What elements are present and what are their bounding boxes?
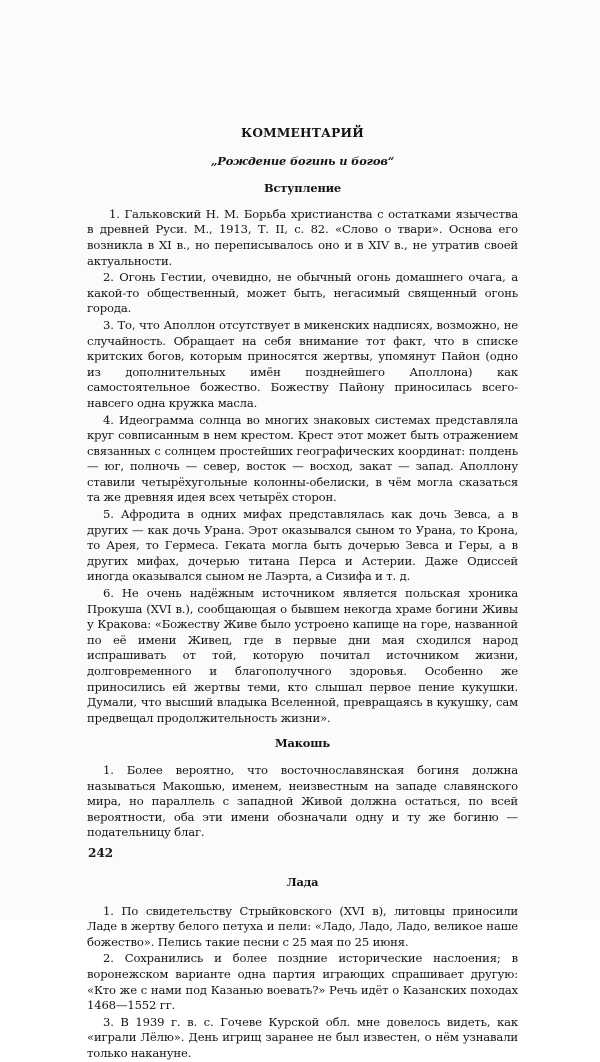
note-paragraph: 6. Не очень надёжным источником является польская хроника Прокуша (XVI в.), сообщающая о бывшем некогда храме богини Живы у Кракова: «Божеству Живе было устроено капище на горе, названной по её имени Живец, где в первые дни мая сходился народ испрашивать от той, которую почитал источником жизни, долговременного и благополучного здоровья. Особенно же приносились ей жертвы теми, кто слышал первое пение кукушки. Думали, что высший владыка Вселенной, превращаясь в кукушку, сам предвещал продолжительность жизни».: [87, 586, 518, 725]
note-paragraph: 2. Огонь Гестии, очевидно, не обычный огонь домашнего очага, а какой-то общественный, может быть, негасимый священный огонь города.: [87, 270, 518, 316]
section-heading-lada: Лада: [286, 874, 319, 889]
page-title: КОММЕНТАРИЙ: [241, 126, 364, 140]
note-paragraph: 4. Идеограмма солнца во многих знаковых системах представляла круг совписанным в нем крестом. Крест этот может быть отражением связанных с солнцем простейших географических координат: полдень — юг, полночь — север, восток — восход, закат — запад. Аполлону ставили четырёхугольные колонны-обелиски, в чём могла сказаться та же древняя идея всех четырёх сторон.: [87, 412, 518, 505]
note-paragraph: 3. То, что Аполлон отсутствует в микенских надписях, возможно, не случайность. Обращает на себя внимание тот факт, что в списке критских богов, которым приносятся жертвы, упомянут Пайон (одно из дополнительных имён позднейшего Аполлона) как самостоятельное божество. Божеству Пайону приносилась всего-навсего одна кружка масла.: [87, 317, 518, 410]
chapter-subtitle: „Рождение богинь и богов“: [210, 153, 395, 168]
note-paragraph: 3. В 1939 г. в. с. Гочеве Курской обл. мне довелось видеть, как «играли Лёлю». День игрищ заранее не был известен, о нём узнавали только накануне.: [87, 1014, 518, 1060]
note-paragraph: 5. Афродита в одних мифах представлялась как дочь Зевса, а в других — как дочь Урана. Эрот оказывался сыном то Урана, то Крона, то Арея, то Гермеса. Геката могла быть дочерью Зевса и Геры, а в других мифах, дочерью титана Перса и Астерии. Даже Одиссей иногда оказывался сыном не Лаэрта, а Сизифа и т. д.: [87, 507, 518, 584]
section-heading-introduction: Вступление: [263, 181, 342, 196]
note-paragraph: 2. Сохранились и более поздние исторические наслоения; в воронежском варианте одна партия играющих спрашивает другую: «Кто же с нами под Казанью воевать?» Речь идёт о Казанских походах 1468—1552 гг.: [87, 951, 518, 1013]
section-heading-makosh: Макошь: [275, 736, 330, 751]
note-paragraph: 1. По свидетельству Стрыйковского (XVI в), литовцы приносили Ладе в жертву белого петуха и пели: «Ладо, Ладо, Ладо, великое наше божество». Пелись такие песни с 25 мая по 25 июня.: [87, 903, 518, 949]
page-number: 242: [88, 846, 113, 860]
commentary-column: [87, 126, 518, 1062]
note-paragraph: 1. Гальковский Н. М. Борьба христианства с остатками язычества в древней Руси. М., 1913, Т. II, с. 82. «Слово о твари». Основа его возникла в XI в., но переписывалось оно и в XIV в., не утратив своей актуальности.: [87, 206, 518, 268]
note-paragraph: 1. Более вероятно, что восточнославянская богиня должна называться Макошью, именем, неизвестным на западе славянского мира, но параллель с западной Живой должна остаться, по всей вероятности, оба эти имени обозначали одну и ту же богиню — подательницу благ.: [87, 762, 518, 840]
